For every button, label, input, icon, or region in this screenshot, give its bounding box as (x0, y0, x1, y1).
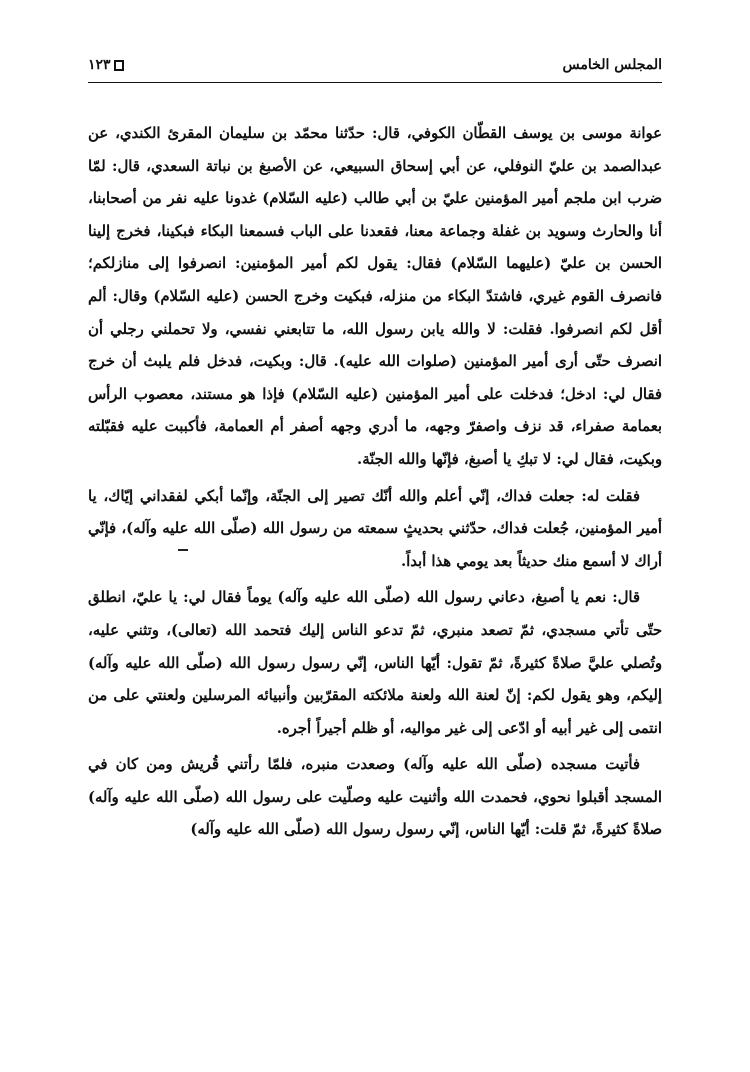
page-number: ١٢٣ (88, 57, 111, 73)
page-number-group (88, 57, 124, 73)
paragraph-2: فقلت له: جعلت فداك، إنّي أعلم والله أنّك تصير إلى الجنّة، وإنّما أبكي لفقداني إيّاك، يا أمير المؤمنين، جُعلت فداك، حدّثني بحديثٍ سمعته من رسول الله (صلّى الله عليه وآله)، فإنّي أراك لا أسمع منك حديثاً بعد يومي هذا أبداً. (88, 487, 662, 570)
running-header (88, 52, 662, 78)
paragraph-3: قال: نعم يا أصبغ، دعاني رسول الله (صلّى الله عليه وآله) يوماً فقال لي: يا عليّ، انطلق حتّى تأتي مسجدي، ثمّ تصعد منبري، ثمّ تدعو الناس إليك فتحمد الله (تعالى)، وتثني عليه، وتُصلي عليَّ صلاةً كثيرةً، ثمّ تقول: أيّها الناس، إنّي رسول رسول الله (صلّى الله عليه وآله) إليكم، وهو يقول لكم: إنّ لعنة الله ولعنة ملائكته المقرّبين وأنبيائه المرسلين ولعنتي على من انتمى إلى غير أبيه أو ادّعى إلى غير مواليه، أو ظلم أجيراً أجره. (88, 589, 662, 737)
chapter-title: المجلس الخامس (562, 57, 662, 73)
paragraph-4: فأتيت مسجده (صلّى الله عليه وآله) وصعدت منبره، فلمّا رأتني قُريش ومن كان في المسجد أقبلوا نحوي، فحمدت الله وأثنيت عليه وصلّيت على رسول الله (صلّى الله عليه وآله) صلاةً كثيرةً، ثمّ قلت: أيّها الناس، إنّي رسول رسول الله (صلّى الله عليه وآله) (88, 756, 662, 839)
page-square-icon (114, 60, 124, 71)
stray-print-mark (178, 549, 188, 551)
body-text (88, 118, 662, 851)
paragraph-1: عوانة موسى بن يوسف القطّان الكوفي، قال: حدّثنا محمّد بن سليمان المقرئ الكندي، عن عبدالصمد بن عليّ النوفلي، عن أبي إسحاق السبيعي، عن الأصبغ بن نباتة السعدي، قال: لمّا ضرب ابن ملجم أمير المؤمنين عليّ بن أبي طالب (عليه السّلام) غدونا عليه نفر من أصحابنا، أنا والحارث وسويد بن غفلة وجماعة معنا، فقعدنا على الباب فسمعنا البكاء فبكينا، فخرج إلينا الحسن بن عليّ (عليهما السّلام) فقال: يقول لكم أمير المؤمنين: انصرفوا إلى منازلكم؛ فانصرف القوم غيري، فاشتدّ البكاء من منزله، فبكيت وخرج الحسن (عليه السّلام) وقال: ألم أقل لكم انصرفوا. فقلت: لا والله يابن رسول الله، ما تتابعني نفسي، ولا تحملني رجلي أن انصرف حتّى أرى أمير المؤمنين (صلوات الله عليه). قال: وبكيت، فدخل فلم يلبث أن خرج فقال لي: ادخل؛ فدخلت على أمير المؤمنين (عليه السّلام) فإذا هو مستند، معصوب الرأس بعمامة صفراء، قد نزف واصفرّ وجهه، ما أدري وجهه أصفر أم العمامة، فأكببت عليه فقبّلته وبكيت، فقال لي: لا تبكِ يا أصبغ، فإنّها والله الجنّة. (88, 125, 662, 468)
header-divider (88, 82, 662, 83)
